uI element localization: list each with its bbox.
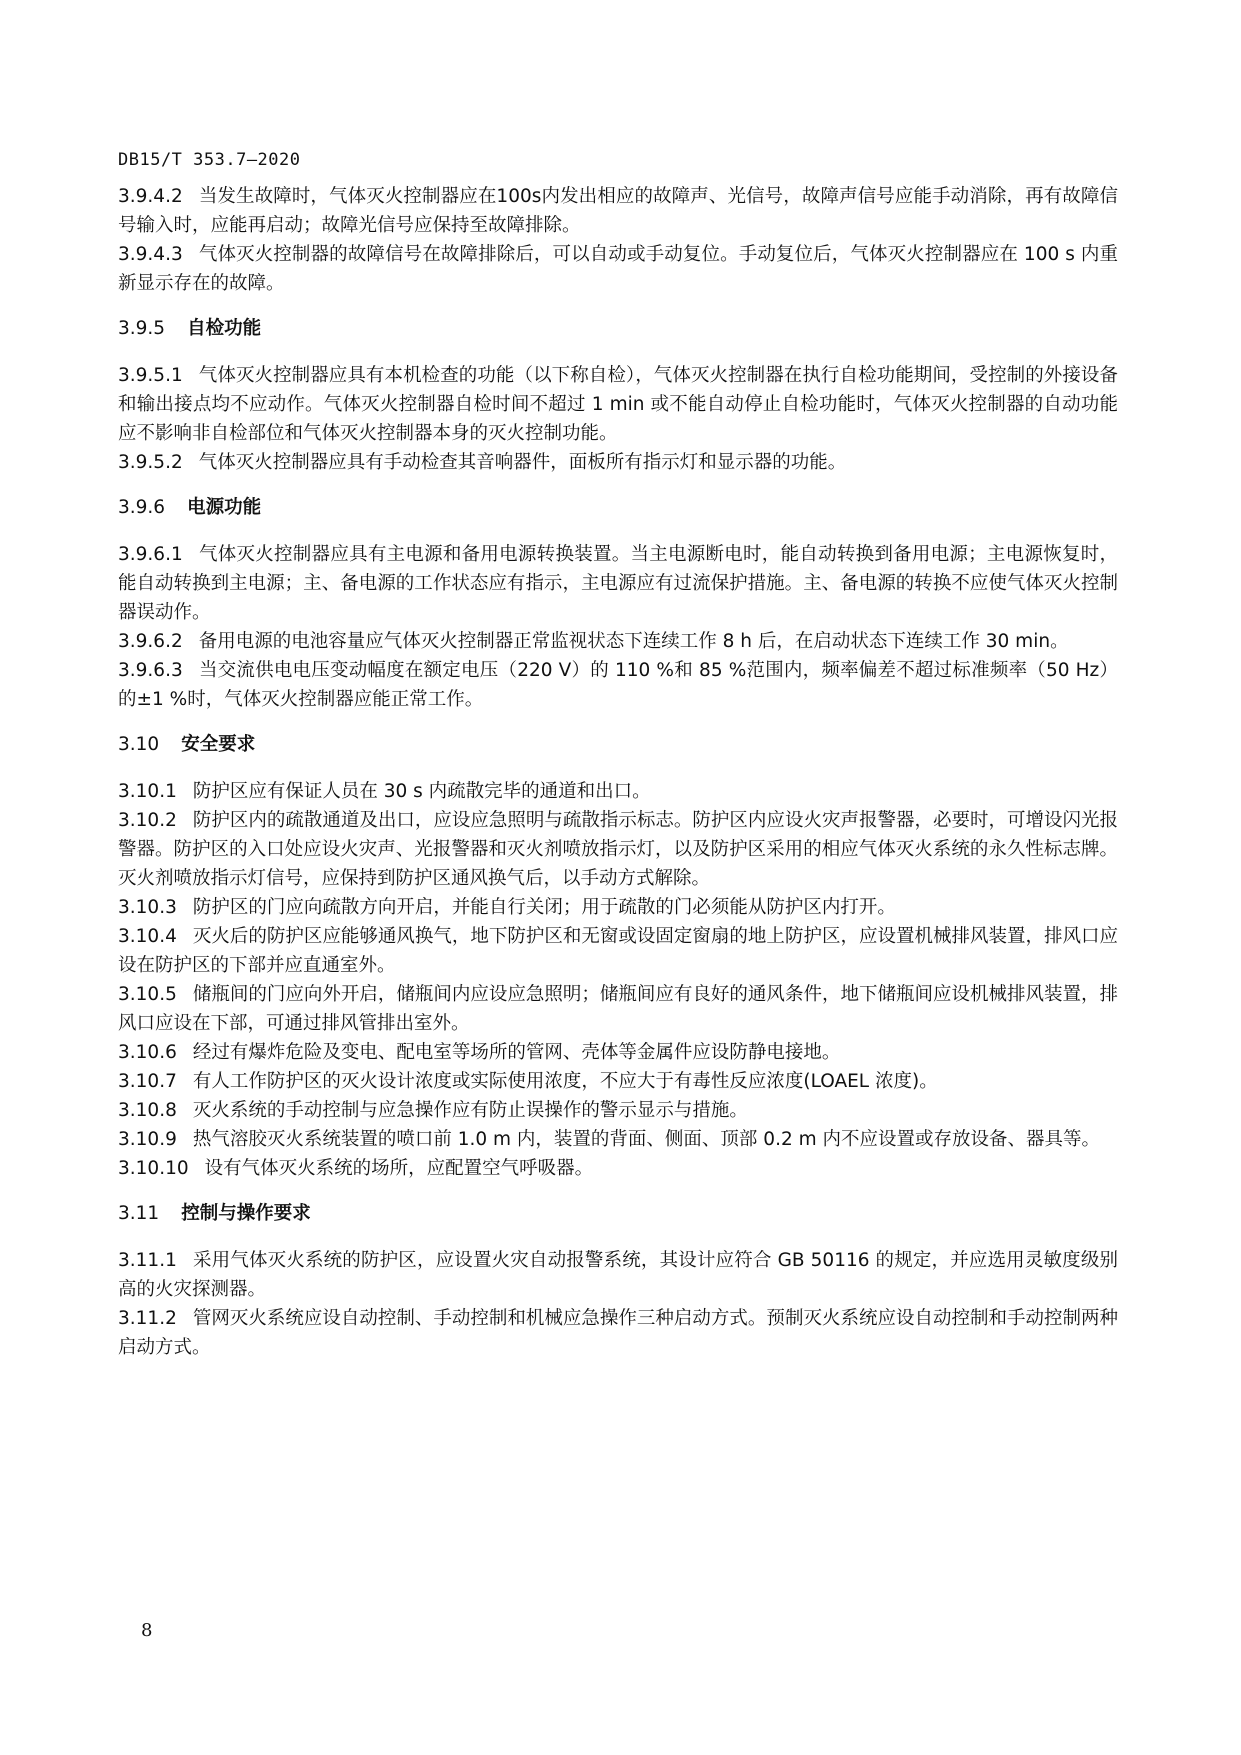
document-body xyxy=(118,182,1118,1362)
clause-3-11-1 xyxy=(118,1246,1118,1304)
clause-number: 3.9.4.2 xyxy=(118,186,183,207)
clause-3-10-2 xyxy=(118,806,1118,893)
clause-number: 3.9.5.2 xyxy=(118,452,183,473)
section-number: 3.9.6 xyxy=(118,497,166,518)
document-code: DB15/T 353.7—2020 xyxy=(118,150,301,170)
clause-text: 当交流供电电压变动幅度在额定电压（220 V）的 110 %和 85 %范围内，频率偏差不超过标准频率（50 Hz）的±1 %时，气体灭火控制器应能正常工作。 xyxy=(118,660,1118,710)
clause-3-9-5-2 xyxy=(118,448,1118,477)
clause-3-9-5-1 xyxy=(118,361,1118,448)
clause-number: 3.9.5.1 xyxy=(118,365,183,386)
clause-text: 当发生故障时，气体灭火控制器应在100s内发出相应的故障声、光信号，故障声信号应能手动消除，再有故障信号输入时，应能再启动；故障光信号应保持至故障排除。 xyxy=(118,186,1118,236)
section-heading-3-9-6 xyxy=(118,493,1118,522)
clause-text: 气体灭火控制器应具有主电源和备用电源转换装置。当主电源断电时，能自动转换到备用电源；主电源恢复时，能自动转换到主电源；主、备电源的工作状态应有指示，主电源应有过流保护措施。主、备电源的转换不应使气体灭火控制器误动作。 xyxy=(118,544,1118,623)
clause-number: 3.10.10 xyxy=(118,1158,189,1179)
section-heading-3-9-5 xyxy=(118,314,1118,343)
clause-text: 备用电源的电池容量应气体灭火控制器正常监视状态下连续工作 8 h 后，在启动状态下连续工作 30 min。 xyxy=(198,631,1069,652)
clause-3-9-6-2 xyxy=(118,627,1118,656)
clause-number: 3.10.7 xyxy=(118,1071,177,1092)
section-number: 3.11 xyxy=(118,1203,160,1224)
clause-number: 3.9.6.2 xyxy=(118,631,183,652)
clause-number: 3.10.5 xyxy=(118,984,177,1005)
clause-text: 设有气体灭火系统的场所，应配置空气呼吸器。 xyxy=(204,1158,594,1179)
section-title: 安全要求 xyxy=(181,734,256,755)
clause-text: 采用气体灭火系统的防护区，应设置火灾自动报警系统，其设计应符合 GB 50116 的规定，并应选用灵敏度级别高的火灾探测器。 xyxy=(118,1250,1118,1300)
clause-number: 3.10.9 xyxy=(118,1129,177,1150)
clause-text: 管网灭火系统应设自动控制、手动控制和机械应急操作三种启动方式。预制灭火系统应设自动控制和手动控制两种启动方式。 xyxy=(118,1308,1118,1358)
clause-number: 3.10.2 xyxy=(118,810,177,831)
section-number: 3.9.5 xyxy=(118,318,166,339)
clause-text: 气体灭火控制器应具有本机检查的功能（以下称自检），气体灭火控制器在执行自检功能期间，受控制的外接设备和输出接点均不应动作。气体灭火控制器自检时间不超过 1 min 或不能自动停止自检功能时，气体灭火控制器的自动功能应不影响非自检部位和气体灭火控制器本身的灭火控制功能。 xyxy=(118,365,1118,444)
clause-text: 气体灭火控制器应具有手动检查其音响器件，面板所有指示灯和显示器的功能。 xyxy=(198,452,847,473)
clause-3-10-1 xyxy=(118,777,1118,806)
clause-3-9-4-2 xyxy=(118,182,1118,240)
clause-number: 3.10.1 xyxy=(118,781,177,802)
section-heading-3-11 xyxy=(118,1199,1118,1228)
clause-3-9-6-1 xyxy=(118,540,1118,627)
clause-number: 3.9.6.1 xyxy=(118,544,183,565)
clause-text: 防护区应有保证人员在 30 s 内疏散完毕的通道和出口。 xyxy=(192,781,651,802)
clause-3-10-4 xyxy=(118,922,1118,980)
clause-3-10-8 xyxy=(118,1096,1118,1125)
clause-text: 储瓶间的门应向外开启，储瓶间内应设应急照明；储瓶间应有良好的通风条件，地下储瓶间应设机械排风装置，排风口应设在下部，可通过排风管排出室外。 xyxy=(118,984,1118,1034)
clause-number: 3.9.6.3 xyxy=(118,660,183,681)
clause-3-10-7 xyxy=(118,1067,1118,1096)
clause-text: 气体灭火控制器的故障信号在故障排除后，可以自动或手动复位。手动复位后，气体灭火控制器应在 100 s 内重新显示存在的故障。 xyxy=(118,244,1118,294)
clause-number: 3.9.4.3 xyxy=(118,244,183,265)
section-heading-3-10 xyxy=(118,730,1118,759)
clause-number: 3.11.1 xyxy=(118,1250,177,1271)
clause-text: 经过有爆炸危险及变电、配电室等场所的管网、壳体等金属件应设防静电接地。 xyxy=(192,1042,841,1063)
clause-number: 3.10.3 xyxy=(118,897,177,918)
clause-text: 防护区的门应向疏散方向开启，并能自行关闭；用于疏散的门必须能从防护区内打开。 xyxy=(192,897,896,918)
clause-number: 3.11.2 xyxy=(118,1308,177,1329)
clause-3-10-10 xyxy=(118,1154,1118,1183)
clause-3-9-6-3 xyxy=(118,656,1118,714)
clause-number: 3.10.6 xyxy=(118,1042,177,1063)
section-title: 电源功能 xyxy=(187,497,262,518)
clause-number: 3.10.4 xyxy=(118,926,177,947)
clause-3-11-2 xyxy=(118,1304,1118,1362)
section-title: 自检功能 xyxy=(187,318,262,339)
section-number: 3.10 xyxy=(118,734,160,755)
clause-3-10-3 xyxy=(118,893,1118,922)
clause-text: 灭火后的防护区应能够通风换气，地下防护区和无窗或设固定窗扇的地上防护区，应设置机械排风装置，排风口应设在防护区的下部并应直通室外。 xyxy=(118,926,1118,976)
clause-3-9-4-3 xyxy=(118,240,1118,298)
clause-3-10-6 xyxy=(118,1038,1118,1067)
page-number: 8 xyxy=(141,1620,153,1641)
clause-text: 灭火系统的手动控制与应急操作应有防止误操作的警示显示与措施。 xyxy=(192,1100,748,1121)
clause-3-10-9 xyxy=(118,1125,1118,1154)
clause-text: 有人工作防护区的灭火设计浓度或实际使用浓度，不应大于有毒性反应浓度(LOAEL 浓度)。 xyxy=(192,1071,938,1092)
clause-text: 热气溶胶灭火系统装置的喷口前 1.0 m 内，装置的背面、侧面、顶部 0.2 m 内不应设置或存放设备、器具等。 xyxy=(192,1129,1101,1150)
clause-text: 防护区内的疏散通道及出口，应设应急照明与疏散指示标志。防护区内应设火灾声报警器，必要时，可增设闪光报警器。防护区的入口处应设火灾声、光报警器和灭火剂喷放指示灯，以及防护区采用的相应气体灭火系统的永久性标志牌。灭火剂喷放指示灯信号，应保持到防护区通风换气后，以手动方式解除。 xyxy=(118,810,1118,889)
clause-number: 3.10.8 xyxy=(118,1100,177,1121)
section-title: 控制与操作要求 xyxy=(181,1203,311,1224)
clause-3-10-5 xyxy=(118,980,1118,1038)
